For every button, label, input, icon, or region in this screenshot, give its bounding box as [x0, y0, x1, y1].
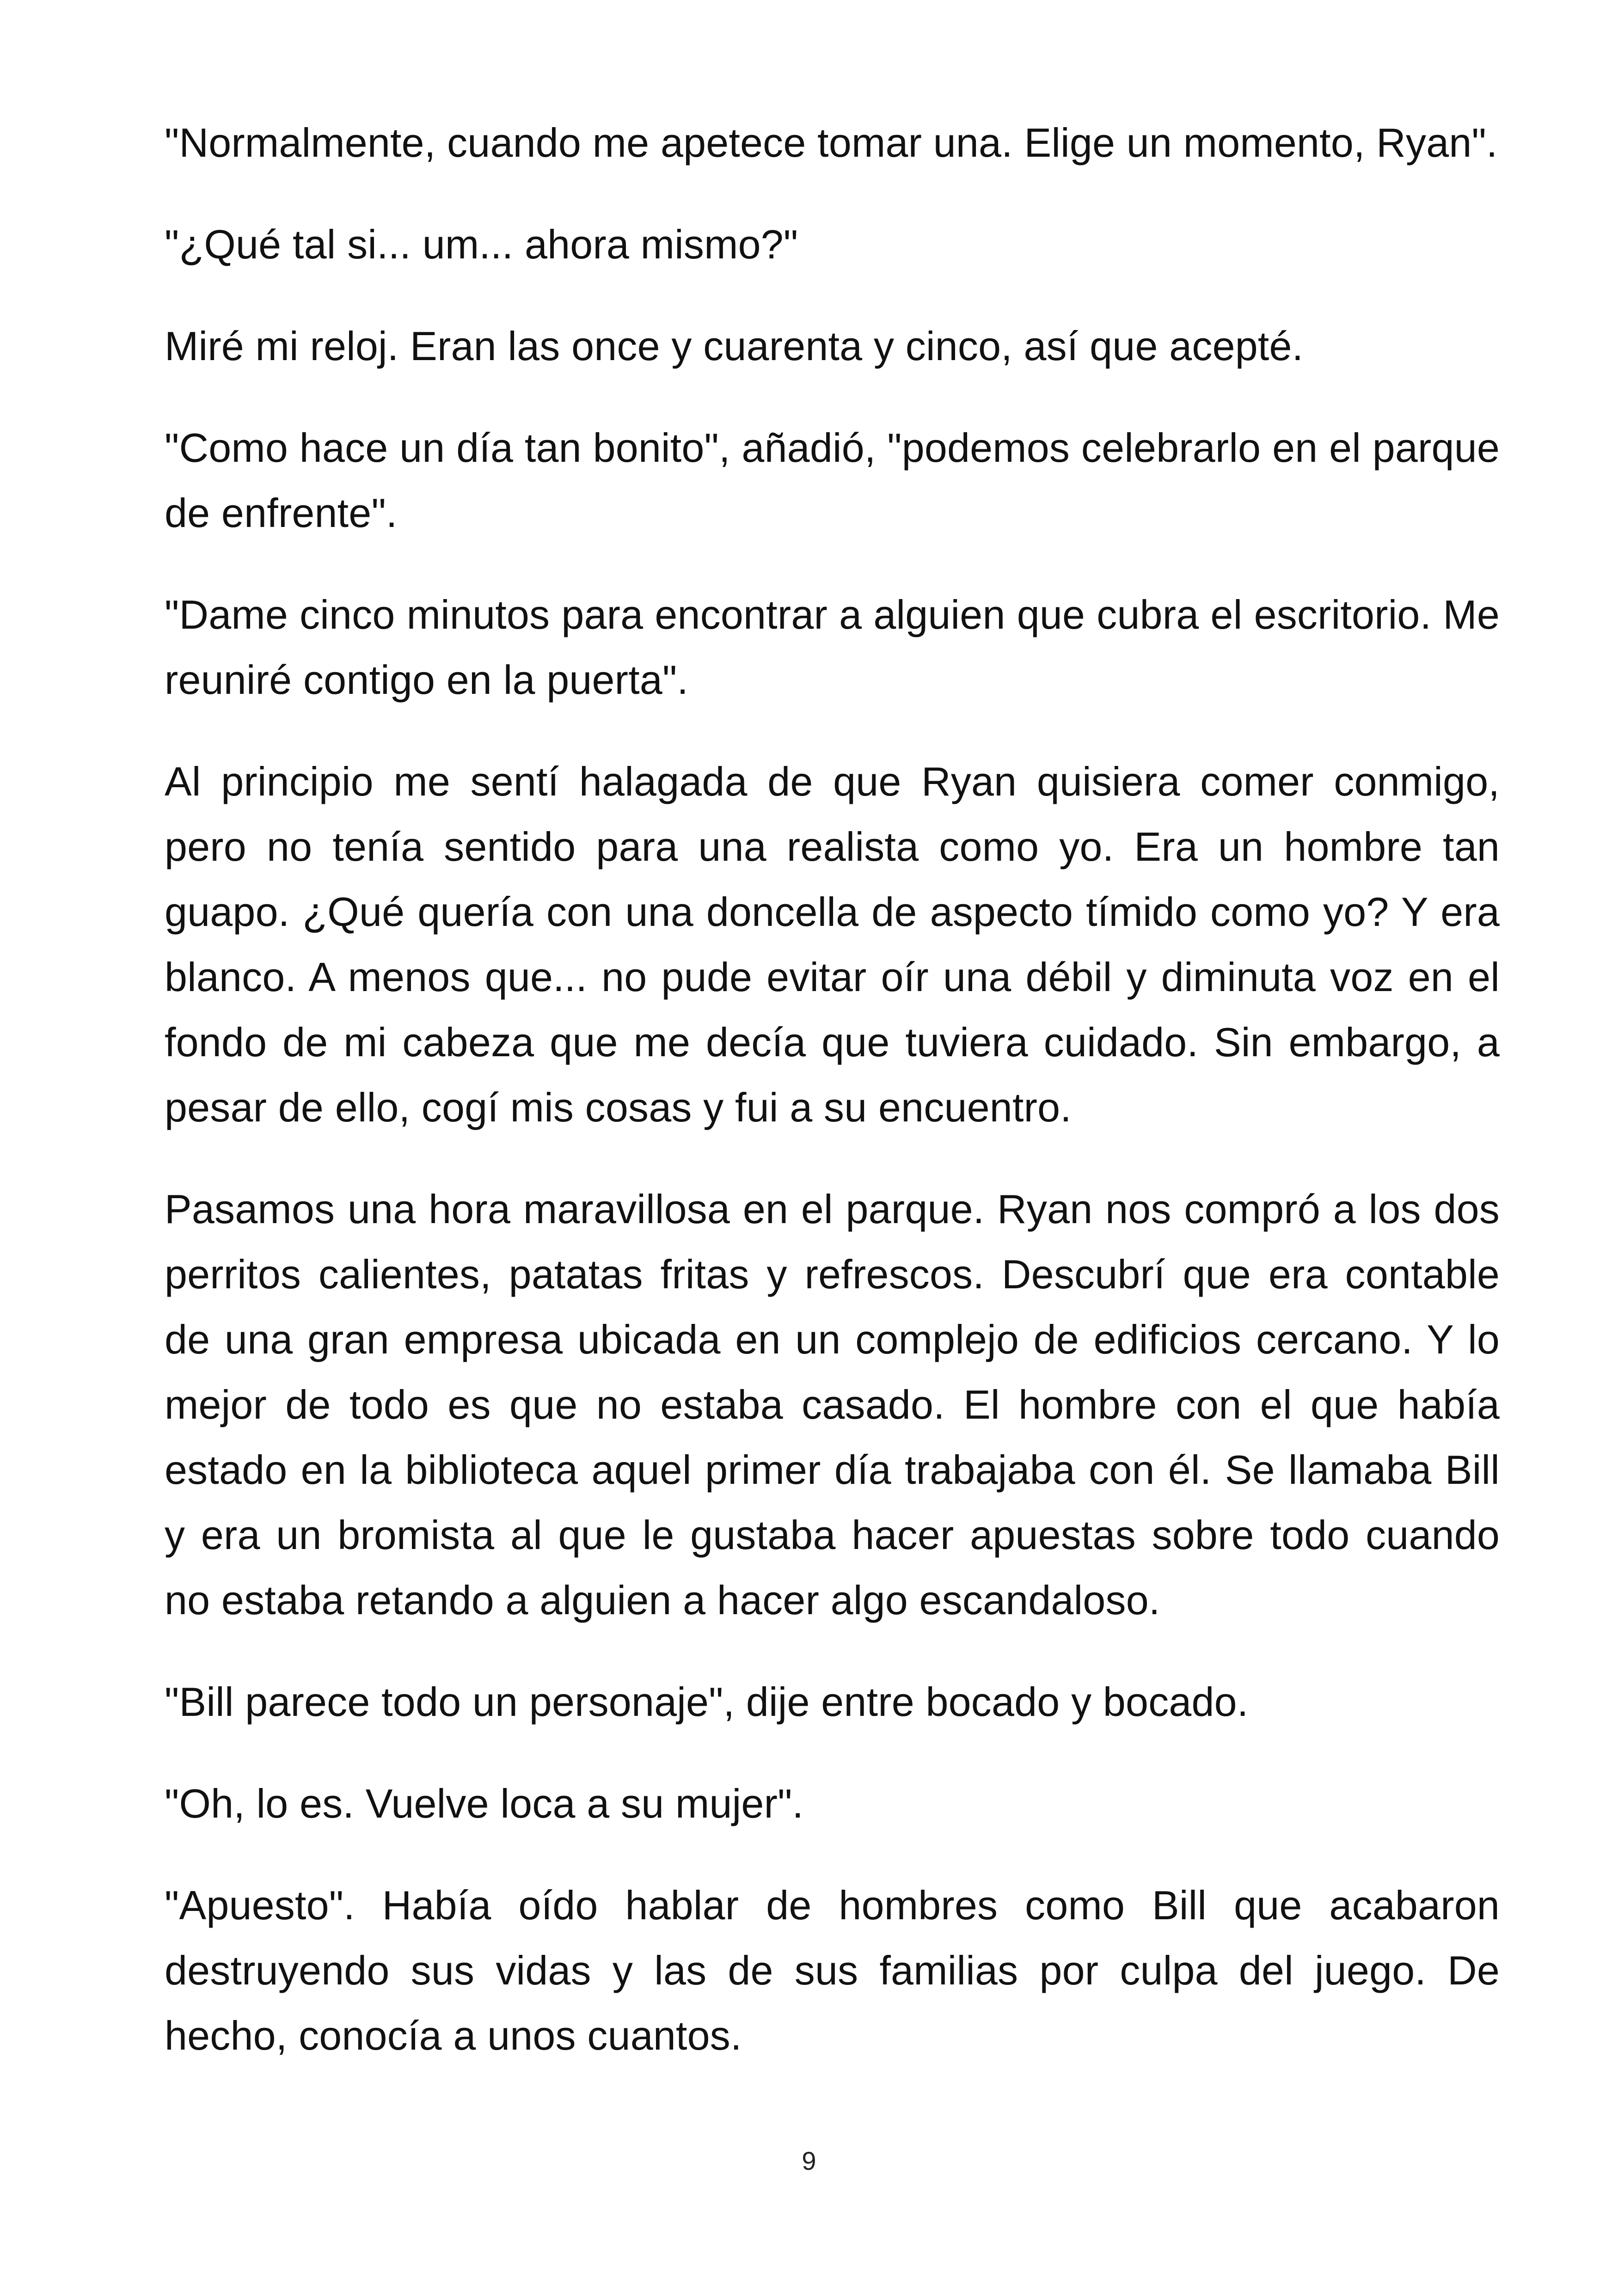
paragraph-5: "Dame cinco minutos para encontrar a alguien que cubra el escritorio. Me reuniré contigo en la puerta". — [165, 592, 1500, 703]
paragraph-6: Al principio me sentí halagada de que Ryan quisiera comer conmigo, pero no tenía sentido para una realista como yo. Era un hombre tan guapo. ¿Qué quería con una doncella de aspecto tímido como yo? Y era blanco. A menos que... no pude evitar oír una débil y diminuta voz en el fondo de mi cabeza que me decía que tuviera cuidado. Sin embargo, a pesar de ello, cogí mis cosas y fui a su encuentro. — [165, 759, 1500, 1130]
paragraph-10: "Apuesto". Había oído hablar de hombres como Bill que acabaron destruyendo sus vidas y las de sus familias por culpa del juego. De hecho, conocía a unos cuantos. — [165, 1882, 1500, 2058]
paragraph-9: "Oh, lo es. Vuelve loca a su mujer". — [165, 1781, 804, 1826]
page-body — [165, 110, 1500, 2068]
paragraph-1: "Normalmente, cuando me apetece tomar una. Elige un momento, Ryan". — [165, 120, 1498, 165]
paragraph-4: "Como hace un día tan bonito", añadió, "podemos celebrarlo en el parque de enfrente". — [165, 425, 1500, 536]
page-number: 9 — [802, 2146, 816, 2175]
paragraph-2: "¿Qué tal si... um... ahora mismo?" — [165, 221, 798, 267]
paragraph-8: "Bill parece todo un personaje", dije entre bocado y bocado. — [165, 1679, 1249, 1725]
paragraph-3: Miré mi reloj. Eran las once y cuarenta y cinco, así que acepté. — [165, 323, 1304, 369]
paragraph-7: Pasamos una hora maravillosa en el parque. Ryan nos compró a los dos perritos calientes, patatas fritas y refrescos. Descubrí que era contable de una gran empresa ubicada en un complejo de edificios cercano. Y lo mejor de todo es que no estaba casado. El hombre con el que había estado en la biblioteca aquel primer día trabajaba con él. Se llamaba Bill y era un bromista al que le gustaba hacer apuestas sobre todo cuando no estaba retando a alguien a hacer algo escandaloso. — [165, 1186, 1500, 1623]
